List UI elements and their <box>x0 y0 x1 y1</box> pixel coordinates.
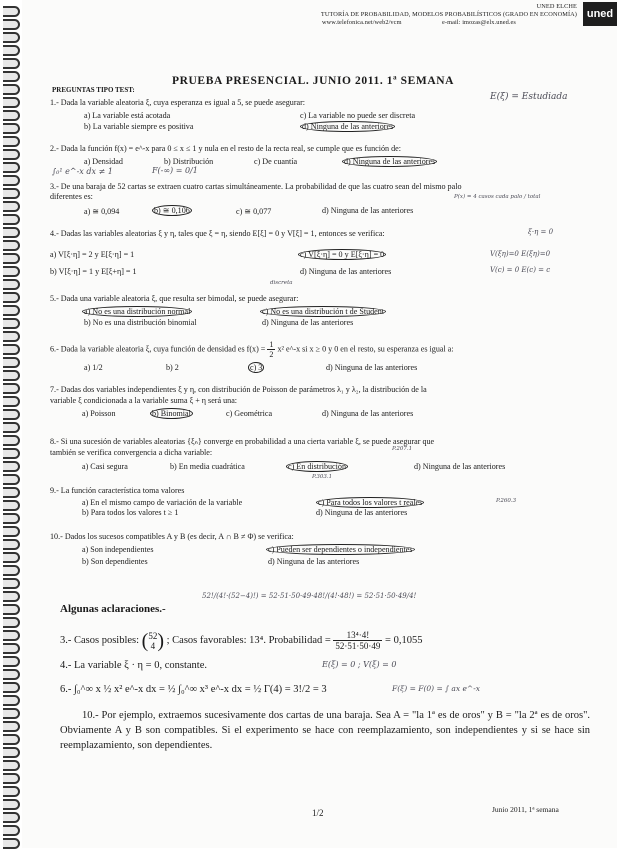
q6-stem-a: 6.- Dada la variable aleatoria ξ, cuya función de densidad es f(x) = <box>50 344 266 354</box>
spiral-loop <box>3 513 20 524</box>
spiral-loop <box>3 32 20 43</box>
spiral-loop <box>3 773 20 784</box>
c3-fraction <box>333 630 382 651</box>
note-8: F(ξ) = F(0) = ∫ ax e^-x <box>392 684 480 693</box>
clarifications-heading: Algunas aclaraciones.- <box>60 603 166 615</box>
q6-option-d: d) Ninguna de las anteriores <box>326 363 418 372</box>
note-10: P.207.1 <box>392 446 413 452</box>
spiral-loop <box>3 292 20 303</box>
spiral-loop <box>3 591 20 602</box>
q10-stem: 10.- Dados los sucesos compatibles A y B (es decir, A ∩ B ≠ Φ) se verifica: <box>50 532 294 541</box>
spiral-loop <box>3 45 20 56</box>
note-6: V(c) = 0 E(c) = c <box>490 266 551 274</box>
spiral-loop <box>3 188 20 199</box>
q4-stem: 4.- Dadas las variables aleatorias ξ y η, tales que ξ = η, siendo E[ξ] = 0 y V[ξ] = 1, entonces se verifica: <box>50 229 385 238</box>
answer-circle: c) 3 <box>250 363 263 372</box>
q2-option-c: c) De cuantía <box>254 157 298 166</box>
clarification-4: 4.- La variable ξ · η = 0, constante. <box>60 660 207 671</box>
q8-option-a: a) Casi segura <box>82 462 128 471</box>
spiral-loop <box>3 318 20 329</box>
spiral-loop <box>3 227 20 238</box>
spiral-loop <box>3 331 20 342</box>
q1-stem: 1.- Dada la variable aleatoria ξ, cuya esperanza es igual a 5, se puede asegurar: <box>50 98 306 107</box>
c3-frac-den: 52·51·50·49 <box>335 641 381 651</box>
spiral-loop <box>3 461 20 472</box>
header-line2: TUTORÍA DE PROBABILIDAD, MODELOS PROBABILÍSTICOS (GRADO EN ECONOMÍA) <box>320 11 577 18</box>
q2-option-a: a) Densidad <box>84 157 123 166</box>
spiral-loop <box>3 84 20 95</box>
binom-top: 52 <box>148 630 158 641</box>
spiral-loop <box>3 383 20 394</box>
spiral-loop <box>3 539 20 550</box>
binom-close: ) <box>157 629 165 652</box>
answer-circle: b) ≅ 0,106 <box>154 206 190 215</box>
spiral-binding <box>0 0 22 848</box>
q3-stem-2: diferentes es: <box>50 192 93 201</box>
q7-stem-2: variable ξ condicionada a la variable suma ξ + η será una: <box>50 396 238 405</box>
spiral-loop <box>3 396 20 407</box>
spiral-loop <box>3 617 20 628</box>
answer-circle: d) Ninguna de las anteriores <box>302 122 394 131</box>
note-11: P.303.1 <box>312 474 333 480</box>
spiral-loop <box>3 240 20 251</box>
spiral-loop <box>3 201 20 212</box>
spiral-loop <box>3 253 20 264</box>
q7-option-c: c) Geométrica <box>226 409 273 418</box>
q6-option-c <box>248 362 264 373</box>
q10-option-d: d) Ninguna de las anteriores <box>268 557 360 566</box>
q7-option-b <box>150 408 193 419</box>
q10-option-b: b) Son dependientes <box>82 557 148 566</box>
q6-stem-b: x² e^-x si x ≥ 0 y 0 en el resto, su esperanza es igual a: <box>277 344 454 354</box>
q5-stem: 5.- Dada una variable aleatoria ξ, que resulta ser bimodal, se puede asegurar: <box>50 294 299 303</box>
q6-option-a: a) 1/2 <box>84 363 103 372</box>
header-line1: UNED ELCHE <box>536 3 577 10</box>
q6-frac-den: 2 <box>269 350 274 359</box>
spiral-loop <box>3 19 20 30</box>
spiral-loop <box>3 578 20 589</box>
spiral-loop <box>3 695 20 706</box>
q1-option-d <box>300 121 395 132</box>
q4-option-a: a) V[ξ·η] = 2 y E[ξ·η] = 1 <box>50 250 135 259</box>
q8-stem-2: también se verifica convergencia a dicha variable: <box>50 448 213 457</box>
spiral-loop <box>3 357 20 368</box>
c3-label: 3.- Casos posibles: <box>60 634 140 646</box>
spiral-loop <box>3 786 20 797</box>
q7-stem: 7.- Dadas dos variables independientes ξ y η, con distribución de Poisson de parámetros λ₁ y λ₂, la distribución de la <box>50 385 427 394</box>
q4-option-b: b) V[ξ·η] = 1 y E[ξ+η] = 1 <box>50 267 137 276</box>
spiral-loop <box>3 97 20 108</box>
spiral-loop <box>3 162 20 173</box>
note-2b: F(-∞) = 0/1 <box>152 166 198 175</box>
q5-option-a <box>82 306 192 317</box>
header-email: e-mail: imozas@elx.uned.es <box>442 19 516 26</box>
spiral-loop <box>3 552 20 563</box>
q8-option-b: b) En media cuadrática <box>170 462 245 471</box>
answer-circle: b) Binomial <box>152 409 191 418</box>
binom-bot: 4 <box>150 640 156 651</box>
spiral-loop <box>3 409 20 420</box>
q3-option-b <box>152 205 192 216</box>
note-3: P(x) = 4 casos cada palo / total <box>454 194 541 200</box>
q2-option-b: b) Distribución <box>164 157 214 166</box>
q9-option-a: a) En el mismo campo de variación de la variable <box>82 498 243 507</box>
spiral-loop <box>3 370 20 381</box>
q5-option-c <box>260 306 386 317</box>
note-handwritten-calc: 52!/(4!·(52−4)!) = 52·51·50·49·48!/(4!·48!) = 52·51·50·49/4! <box>202 592 417 600</box>
spiral-loop <box>3 110 20 121</box>
spiral-loop <box>3 838 20 849</box>
spiral-loop <box>3 500 20 511</box>
spiral-loop <box>3 747 20 758</box>
q9-option-d: d) Ninguna de las anteriores <box>316 508 408 517</box>
q2-option-d <box>342 156 437 167</box>
spiral-loop <box>3 487 20 498</box>
q8-option-c <box>286 461 348 472</box>
spiral-loop <box>3 604 20 615</box>
spiral-loop <box>3 344 20 355</box>
spiral-loop <box>3 526 20 537</box>
spiral-loop <box>3 149 20 160</box>
q3-option-c: c) ≅ 0,077 <box>236 207 272 216</box>
spiral-loop <box>3 214 20 225</box>
spiral-loop <box>3 279 20 290</box>
spiral-loop <box>3 136 20 147</box>
clarification-3 <box>60 630 422 651</box>
answer-circle: d) Ninguna de las anteriores <box>344 157 436 166</box>
spiral-loop <box>3 721 20 732</box>
spiral-loop <box>3 266 20 277</box>
spiral-loop <box>3 630 20 641</box>
q7-option-a: a) Poisson <box>82 409 116 418</box>
exam-page <box>22 0 617 848</box>
spiral-loop <box>3 825 20 836</box>
exam-title: PRUEBA PRESENCIAL. JUNIO 2011. 1ª SEMANA <box>172 75 455 87</box>
q5-option-d: d) Ninguna de las anteriores <box>262 318 354 327</box>
answer-circle: a) No es una distribución normal <box>84 307 191 316</box>
section-label: PREGUNTAS TIPO TEST: <box>52 86 135 94</box>
q9-option-b: b) Para todos los valores t ≥ 1 <box>82 508 179 517</box>
q8-option-d: d) Ninguna de las anteriores <box>414 462 506 471</box>
spiral-loop <box>3 123 20 134</box>
note-7: discreta <box>270 280 293 286</box>
q2-stem: 2.- Dada la función f(x) = e^-x para 0 ≤ x ≤ 1 y nula en el resto de la recta real, se cumple que es función de: <box>50 144 401 153</box>
spiral-loop <box>3 435 20 446</box>
q4-option-d: d) Ninguna de las anteriores <box>300 267 392 276</box>
q5-option-b: b) No es una distribución binomial <box>84 318 197 327</box>
spiral-loop <box>3 58 20 69</box>
q3-option-d: d) Ninguna de las anteriores <box>322 206 414 215</box>
header-url: www.telefonica.net/web2/vcm <box>322 19 402 26</box>
q8-stem: 8.- Si una sucesión de variables aleatorias {ξₙ} converge en probabilidad a una cierta variable ξ, se puede asegurar que <box>50 437 435 446</box>
q6-fraction <box>267 340 275 359</box>
q4-option-c <box>298 249 386 260</box>
note-5: V(ξη)=0 E(ξη)=0 <box>490 250 551 258</box>
clarification-6: 6.- ∫₀^∞ x ½ x² e^-x dx = ½ ∫₀^∞ x³ e^-x dx = ½ Γ(4) = 3!/2 = 3 <box>60 684 327 695</box>
spiral-loop <box>3 799 20 810</box>
spiral-loop <box>3 734 20 745</box>
spiral-loop <box>3 669 20 680</box>
q1-option-b: b) La variable siempre es positiva <box>84 122 194 131</box>
q7-option-d: d) Ninguna de las anteriores <box>322 409 414 418</box>
c3-frac-num: 13⁴·4! <box>333 630 382 641</box>
note-4: ξ·η = 0 <box>528 228 554 236</box>
footer-right: Junio 2011, 1ª semana <box>492 805 559 814</box>
note-9: P.260.3 <box>496 498 517 504</box>
spiral-loop <box>3 565 20 576</box>
spiral-loop <box>3 474 20 485</box>
spiral-loop <box>3 6 20 17</box>
uned-logo: uned <box>583 2 617 26</box>
note-12: E(ξ) = 0 ; V(ξ) = 0 <box>322 660 397 669</box>
clarification-10: 10.- Por ejemplo, extraemos sucesivamente dos cartas de una baraja. Sea A = "la 1ª es de oros" y B = "la 2ª es de oros". Obviamente A y B son compatibles. Si el experimento se hace con reemplazamiento, son independientes y si se hace sin reemplazamiento, son dependientes. <box>60 710 590 751</box>
q1-option-c: c) La variable no puede ser discreta <box>300 111 416 120</box>
q10-option-c <box>266 544 415 555</box>
spiral-loop <box>3 760 20 771</box>
q6-frac-num: 1 <box>269 340 274 349</box>
spiral-loop <box>3 812 20 823</box>
q9-option-c <box>316 497 424 508</box>
spiral-loop <box>3 305 20 316</box>
spiral-loop <box>3 71 20 82</box>
spiral-loop <box>3 422 20 433</box>
c3-mid: ; Casos favorables: 13⁴. Probabilidad = <box>166 634 331 646</box>
q10-option-a: a) Son independientes <box>82 545 154 554</box>
answer-circle: c) Para todos los valores t reales <box>318 498 423 507</box>
spiral-loop <box>3 656 20 667</box>
spiral-loop <box>3 708 20 719</box>
binom-open: ( <box>141 629 149 652</box>
answer-circle: c) No es una distribución t de Student <box>262 307 385 316</box>
spiral-loop <box>3 175 20 186</box>
spiral-loop <box>3 682 20 693</box>
binom <box>148 631 157 651</box>
q1-option-a: a) La variable está acotada <box>84 111 171 120</box>
spiral-loop <box>3 643 20 654</box>
spiral-loop <box>3 448 20 459</box>
c3-result: = 0,1055 <box>385 634 423 646</box>
q3-stem: 3.- De una baraja de 52 cartas se extraen cuatro cartas simultáneamente. La probabilidad de que las cuatro sean del mismo palo <box>50 182 462 191</box>
q6-stem <box>50 340 454 359</box>
page-number: 1/2 <box>312 808 324 818</box>
q9-stem: 9.- La función característica toma valores <box>50 486 185 495</box>
q3-option-a: a) ≅ 0,094 <box>84 207 120 216</box>
q6-option-b: b) 2 <box>166 363 179 372</box>
note-1: E(ξ) = Estudiada <box>490 92 568 102</box>
answer-circle: c) V[ξ·η] = 0 y E[ξ·η] = 0 <box>300 250 385 259</box>
note-2: ∫₀¹ e^-x dx ≠ 1 <box>52 167 113 176</box>
answer-circle: c) En distribución <box>288 462 346 471</box>
answer-circle: c) Pueden ser dependientes o independientes <box>268 545 413 554</box>
